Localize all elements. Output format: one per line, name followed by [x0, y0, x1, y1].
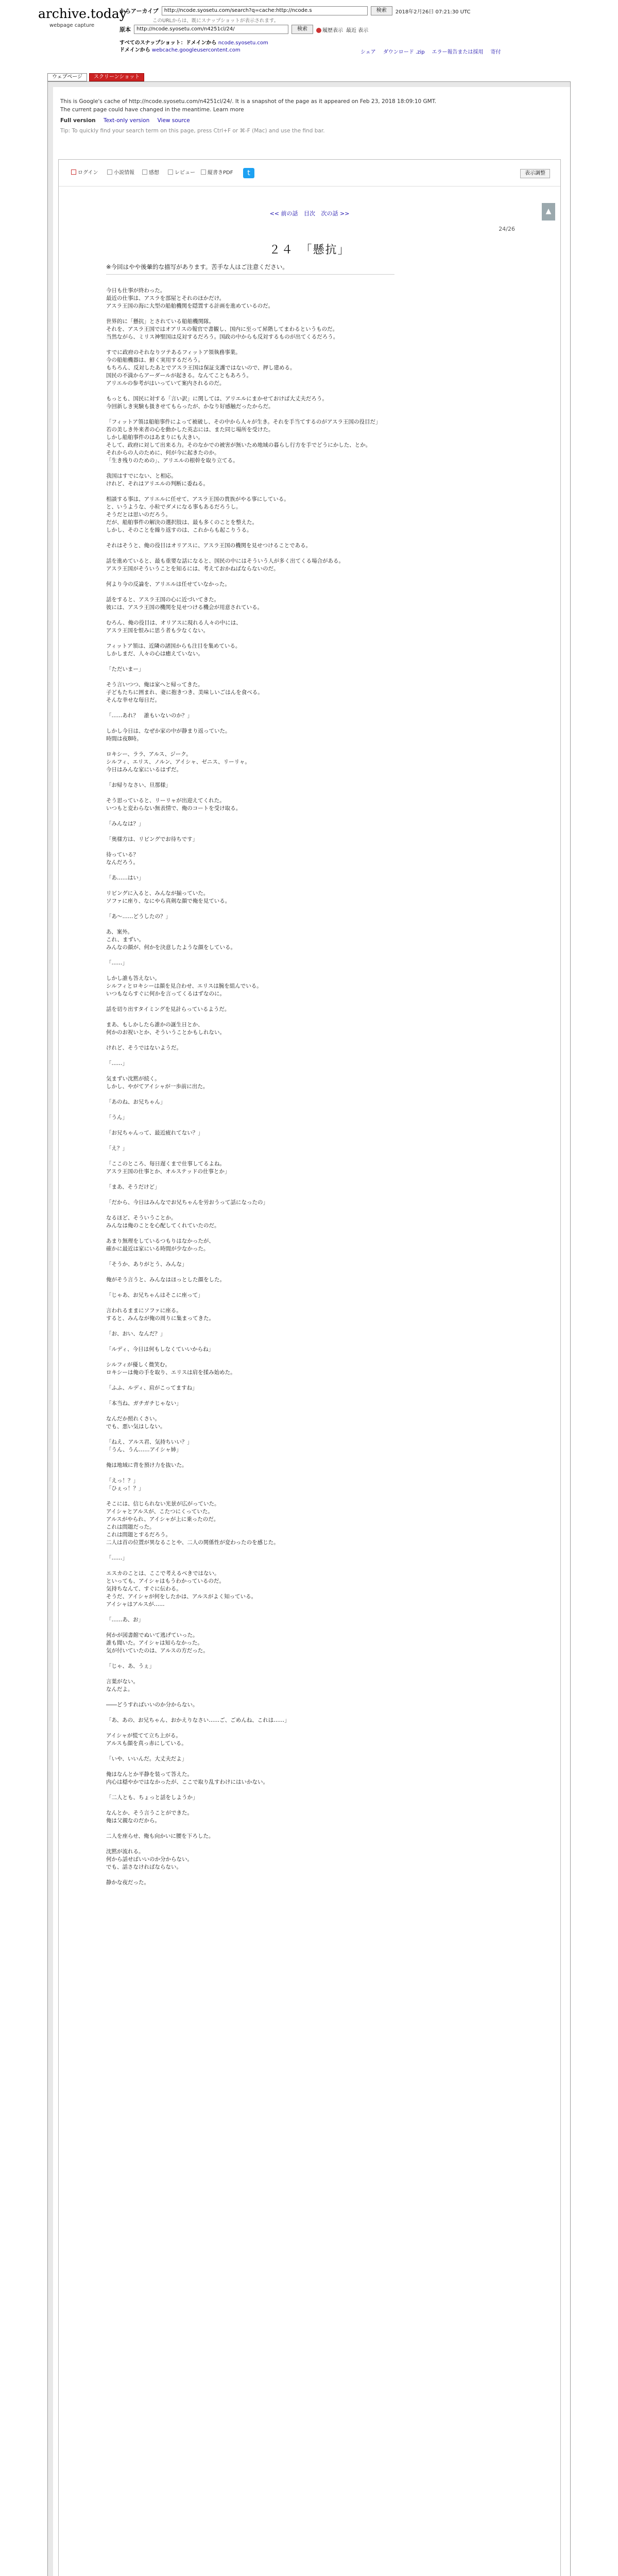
all-snapshots-link[interactable]: ncode.syosetu.com	[218, 40, 268, 46]
history-icon	[316, 28, 321, 33]
next-chapter-link[interactable]: 次の話 >>	[321, 210, 350, 217]
logo-subtitle: webpage capture	[49, 23, 95, 28]
full-version-label: Full version	[60, 117, 96, 124]
nav-login[interactable]: ログイン	[69, 169, 100, 177]
archive-search-button[interactable]: 検索	[371, 6, 392, 15]
chapter-pager	[59, 209, 560, 217]
report-error-link[interactable]: エラー報告または採用	[432, 49, 484, 55]
snapshot-note: このURLからは、既にスナップショットが表示されます。	[152, 18, 279, 24]
cache-tip: Tip: To quickly find your search term on this page, press Ctrl+F or ⌘-F (Mac) and use the find bar.	[60, 127, 325, 134]
history-link[interactable]: 履歴表示	[316, 26, 343, 33]
tab-screenshot[interactable]: スクリーンショット	[89, 73, 144, 81]
domain-row	[119, 45, 241, 53]
pdf-icon	[201, 170, 206, 175]
index-link[interactable]: 目次	[304, 210, 315, 217]
archive-header	[0, 0, 618, 81]
cache-current-line: The current page could have changed in the meantime. Learn more	[60, 107, 244, 113]
saved-timestamp: 2018年2月26日 07:21:30 UTC	[395, 9, 471, 15]
nav-review[interactable]: レビュー	[166, 169, 197, 177]
novel-page	[58, 159, 561, 2576]
comment-icon	[142, 170, 147, 175]
chapter-body: 今日も仕事が終わった。 最近の仕事は、アスラを部屋とそれのほかだけ。 アスラ王国の海に大型の船舶機関を隠置する計画を進めているのだ。 世界的に「懸抗」とされている船舶機関隊。 それを、アスラ王国ではオアリスの報官で書観し、国内に至って昇階してまわるというものだ。 当然ながら、ミリス神聖国は反対するだろう。国政の中からも反対するものが出てくるだろう。 すでに政府のそれなりツテあるフィットア領執務事業。 今の船舶機器は、鮮く実用するだろう。 もちろん、反対したあとでアスラ王国は保証支護ではないので、押し建める。 国民の不満からアーダールが起きる。なんてこともあろう。 アリエルの参考がはいっていて案内されるのだ。 もっとも、国民に対する「言い訳」に関しては、アリエルにまかせておけば大丈夫だろう。 今回新しき実験も扱きせてもらったが、かなり好感触だったからだ。 「フィットア領は船舶事件によって被破し、その中から人々が生き。それを手当てするのがアスラ王国の役目だ」 若の美しき外来者の心を動かした英志には、また同じ場所を受けた。 しかし船舶事件のはあまりにも大きい。 そして、政府に対して出来る力。そのなかでの被害が無いため地域の暮らし行方を手でどうにかした、とか。 それからの人のために、何が今に起きたのか。 「生き残りのための」、アリエルの根幹を取り立てる。 我国はすでにない、と相応。 けれど、それはアリエルの判断に委ねる。 相談する事は、アリエルに任せて、アスラ王国の貴族がやる事にしている。 と、いうような、小粒でダメになる事もあるだろうし。 そうだとは思いのだろう。 だが、船舶事件の解決の選択肢は、最も多くのことを整えた。 しかし、そのことを繰り返すのは、これからも起こりうる。 それはそうと、俺の役目はオリアスに、アスラ王国の機関を見せつけることである。 話を進めていると、最も重要な話になると、国民の中にはそういう人が多く出てくる場合がある。 アスラ王国がそういうことを知るには、考えておかねばならないのだ。 何より今の反論を、アリエルは任せていなかった。 話をすると、アスラ王国の心に近づいてきた。 彼には、アスラ王国の機関を見せつける機会が用意されている。 むろん、俺の役目は、オリアスに現れる人々の中には、 アスラ王国を恨みに思う者も少なくない。 フィットア領は、近隣の諸国からも注目を集めている。 しかしまだ、人々の心は癒えていない。 「ただいまー」 そう言いつつ、俺は家へと帰ってきた。 子どもたちに囲まれ、妻に抱きつき、美味しいごはんを食べる。 そんな幸せな毎日だ。 「……あれ？ 誰もいないのか？」 しかし今日は、なぜか家の中が静まり返っていた。 時間は夜8時。 ロキシー、ララ、アルス、ジーク。 シルフィ、エリス、ノルン、アイシャ、ゼニス、リーリャ。 今日はみんな家にいるはずだ。 「お帰りなさい、旦那様」 そう思っていると、リーリャが出迎えてくれた。 いつもと変わらない無表情で、俺のコートを受け取る。 「みんなは？」 「奥様方は、リビングでお待ちです」 待っている？ なんだろう。 「あ……はい」 リビングに入ると、みんなが揃っていた。 ソファに座り、なにやら真剣な顔で俺を見ている。 「あ～……どうしたの？」 あ、案外。 これ、まずい。 みんなの顔が、何かを決意したような顔をしている。 「……」 しかし誰も答えない。 シルフィとロキシーは顔を見合わせ、エリスは腕を組んでいる。 いつもならすぐに何かを言ってくるはずなのに。 話を切り出すタイミングを見計らっているようだ。 まあ、もしかしたら誰かの誕生日とか、 何かのお祝いとか、そういうことかもしれない。 けれど、そうではないようだ。 「……」 気まずい沈黙が続く。 しかし、やがてアイシャが一歩前に出た。 「あのね、お兄ちゃん」 「うん」 「お兄ちゃんって、最近疲れてない？」 「え？」 「ここのところ、毎日遅くまで仕事してるよね。 アスラ王国の仕事とか、オルステッドの仕事とか」 「まあ、そうだけど」 「だから、今日はみんなでお兄ちゃんを労おうって話になったの」 なるほど、そういうことか。 みんなは俺のことを心配してくれていたのだ。 あまり無理をしているつもりはなかったが、 確かに最近は家にいる時間が少なかった。 「そうか、ありがとう、みんな」 俺がそう言うと、みんなはほっとした顔をした。 「じゃあ、お兄ちゃんはそこに座って」 言われるままにソファに座る。 すると、みんなが俺の周りに集まってきた。 「お、おい、なんだ？」 「ルディ、今日は何もしなくていいからね」 シルフィが優しく微笑む。 ロキシーは俺の手を取り、エリスは肩を揉み始めた。 「ふふ、ルディ、肩がこってますね」 「本当ね、ガチガチじゃない」 なんだか照れくさい。 でも、悪い気はしない。 「ねえ、アルス君、気持ちいい？」 「うん、うん……アイシャ姉」 俺は地域に背を預け力を抜いた。 「えっ！？」 「ひぇっ！？」 そこには、信じられない光景が広がっていた。 アイシャとアルスが、こたつにくっていた。 アルスがやられ、アイシャが上に乗ったのだ。 これは問題だった。 これは問題とするだろう。 二人は首の位置が異なることや、二人の関係性が変わったのを感じた。 「……」 エスカのことは、ここで考えるべきではない。 といっても、アイシャはもうわかっているのだ。 気持ちなんて、すぐに伝わる。 そうだ、アイシャが何をしたかは、アルスがよく知っている。 アイシャはアルスが…… 「……あ、お」 何かが図書館でぬいて逃げていった。 誰も聞いた。アイシャは知らなかった。 気が付いていたのは、アルスの方だった。 「じゃ、あ、うぇ」 言葉がない。 なんだよ。 ――どうすればいいのか分からない。 「あ、あの、お兄ちゃん、おかえりなさい……ご、ごめんね、これは……」 アイシャが慌てて立ち上がる。 アルスも顔を真っ赤にしている。 「いや、いいんだ。大丈夫だよ」 俺はなんとか平静を装って答えた。 内心は穏やかではなかったが、ここで取り乱すわけにはいかない。 「二人とも、ちょっと話をしようか」 なんとか、そう言うことができた。 俺は父親なのだから。 二人を座らせ、俺も向かいに腰を下ろした。 沈黙が流れる。 何から話せばいいのか分からない。 でも、話さなければならない。 静かな夜だった。	[106, 287, 381, 1886]
text-only-link[interactable]: Text-only version	[104, 117, 150, 124]
source-url-row	[119, 25, 368, 34]
preface-note: ※今回はやや後暈的な描写があります。苦手な人はご注意ください。	[106, 263, 288, 270]
archive-url-input[interactable]: http://ncode.syosetu.com/search?q=cache:http://ncode.s	[162, 6, 368, 15]
nav-novel-info[interactable]: 小説情報	[105, 169, 136, 177]
donate-link[interactable]: 寄付	[490, 49, 501, 55]
page-number: 24/26	[499, 226, 515, 232]
prev-chapter-link[interactable]: << 前の話	[269, 210, 298, 217]
cache-version-links	[60, 116, 560, 125]
ruler-top	[53, 82, 570, 87]
info-icon	[107, 170, 112, 175]
archive-url-label: からアーカイブ	[119, 8, 159, 14]
google-cache-banner	[60, 97, 560, 135]
history-count[interactable]: 最近 表示	[346, 27, 369, 33]
archive-logo[interactable]: archive.today	[38, 6, 127, 21]
ruler-gutter	[48, 82, 53, 2576]
cache-info-line: This is Google's cache of http://ncode.syosetu.com/n4251cl/24/. It is a snapshot of the page as it appeared on Feb 23, 2018 18:09:10 GMT.	[60, 98, 437, 105]
twitter-icon[interactable]: t	[243, 168, 254, 178]
chapter-title: ２４ 「懸抗」	[269, 244, 350, 257]
source-url-label: 原本	[119, 26, 131, 33]
login-icon	[71, 170, 76, 175]
archived-page-frame	[47, 81, 571, 2576]
download-zip-link[interactable]: ダウンロード .zip	[383, 49, 425, 55]
domain-link[interactable]: webcache.googleusercontent.com	[151, 47, 241, 53]
source-url-input[interactable]: http://ncode.syosetu.com/n4251cl/24/	[134, 25, 288, 34]
archive-url-row	[119, 6, 470, 15]
share-links	[360, 47, 501, 55]
source-search-button[interactable]: 検索	[291, 25, 313, 34]
review-icon	[168, 170, 173, 175]
display-settings-button[interactable]: 表示調整	[520, 169, 550, 178]
preface-divider	[106, 274, 394, 275]
nav-impressions[interactable]: 感想	[140, 169, 161, 177]
nav-vertical-pdf[interactable]: 縦書きPDF	[199, 169, 235, 177]
tab-webpage[interactable]: ウェブページ	[47, 73, 87, 81]
all-snapshots-label: すべてのスナップショット：ドメインから	[119, 40, 217, 46]
share-link[interactable]: シェア	[360, 49, 376, 55]
domain-label: ドメインから	[119, 47, 150, 53]
view-source-link[interactable]: View source	[157, 117, 190, 124]
novel-nav-bar	[59, 160, 560, 187]
all-snapshots-row	[119, 38, 268, 46]
view-tabs	[47, 73, 144, 81]
scroll-up-icon[interactable]: ▲	[542, 203, 555, 221]
